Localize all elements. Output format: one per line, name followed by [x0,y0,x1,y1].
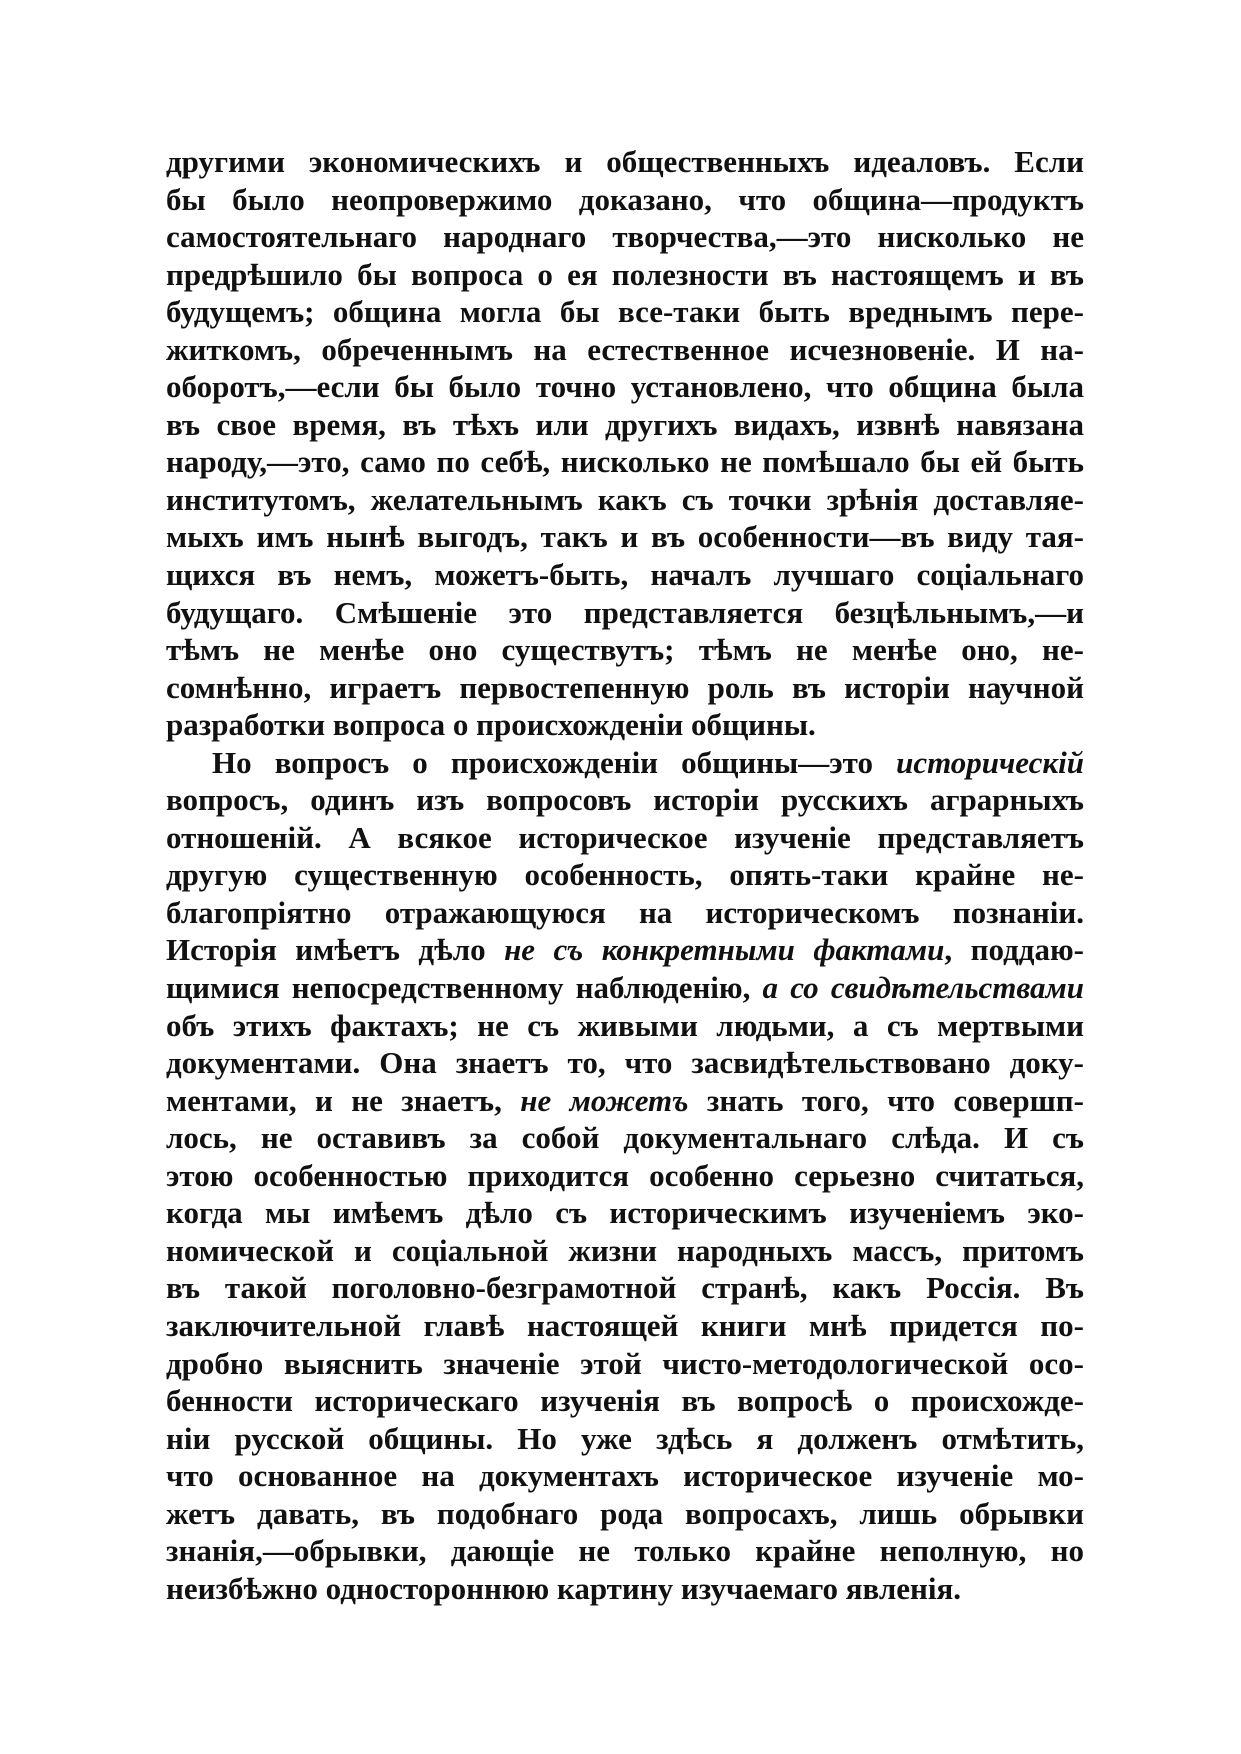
text-line: разработки вопроса о происхожденіи общины. [166,707,816,743]
text-run: Исторія имѣетъ дѣло [166,932,505,968]
text-run: щимися непосредственному наблюденію, [166,970,763,1006]
text-line: заключительной главѣ настоящей книги мнѣ придется по- [166,1307,1084,1343]
text-line [166,744,1084,782]
text-line: бенности историческаго изученія въ вопросѣ о происхожде- [166,1383,1084,1419]
text-line: ніи русской общины. Но уже здѣсь я долженъ отмѣтить, [166,1420,1084,1456]
text-line: объ этихъ фактахъ; не съ живыми людьми, а съ мертвыми [166,1007,1084,1043]
text-line: благопріятно отражающуюся на историческомъ познаніи. [166,894,1084,930]
paragraph-1 [166,143,1084,744]
text-line: что основанное на документахъ историческое изученіе мо- [166,1458,1084,1494]
emphasis-text: не съ конкретными фактами [504,932,945,968]
text-line: другую существенную особенность, опять-таки крайне не- [166,857,1084,893]
text-line [166,969,1084,1007]
text-line: институтомъ, желательнымъ какъ съ точки зрѣнія доставляе- [166,481,1084,517]
text-line: будущемъ; община могла бы все-таки быть вреднымъ пере- [166,294,1084,330]
text-line: самостоятельнаго народнаго творчества,—это нисколько не [166,219,1084,255]
text-line [166,931,1084,969]
text-line [166,1082,1084,1120]
text-line: мыхъ имъ нынѣ выгодъ, такъ и въ особенности—въ виду тая- [166,519,1084,555]
text-line: бы было неопровержимо доказано, что община—продуктъ [166,181,1084,217]
text-run: Но вопросъ о происхожденіи общины—это [212,744,897,780]
text-line: документами. Она знаетъ то, что засвидѣтельствовано доку- [166,1045,1084,1081]
emphasis-text: историческій [896,744,1084,780]
text-line: народу,—это, само по себѣ, нисколько не помѣшало бы ей быть [166,444,1084,480]
text-line: когда мы имѣемъ дѣло съ историческимъ изученіемъ эко- [166,1195,1084,1231]
text-line: сомнѣнно, играетъ первостепенную роль въ исторіи научной [166,669,1084,705]
text-line: этою особенностью приходится особенно серьезно считаться, [166,1157,1084,1193]
text-line: жетъ давать, въ подобнаго рода вопросахъ, лишь обрывки [166,1495,1084,1531]
text-run: знать того, что совершп- [688,1082,1084,1118]
text-line: житкомъ, обреченнымъ на естественное исчезновеніе. И на- [166,331,1084,367]
text-line: дробно выяснить значеніе этой чисто-методологической осо- [166,1345,1084,1381]
emphasis-text: а со свидѣтельствами [762,970,1084,1006]
text-line: лось, не оставивъ за собой документальнаго слѣда. И съ [166,1120,1084,1156]
text-line: въ такой поголовно-безграмотной странѣ, какъ Россія. Въ [166,1270,1084,1306]
text-line: предрѣшило бы вопроса о ея полезности въ настоящемъ и въ [166,256,1084,292]
text-line: оборотъ,—если бы было точно установлено, что община была [166,369,1084,405]
text-line: щихся въ немъ, можетъ-быть, началъ лучшаго соціальнаго [166,557,1084,593]
text-line: отношеній. А всякое историческое изученіе представляетъ [166,819,1084,855]
text-line: вопросъ, одинъ изъ вопросовъ исторіи русскихъ аграрныхъ [166,782,1084,818]
text-line: неизбѣжно одностороннюю картину изучаемаго явленія. [166,1570,961,1606]
text-line: другими экономическихъ и общественныхъ идеаловъ. Если [166,144,1084,179]
body-text [166,143,1084,1607]
text-run: ментами, и не знаетъ, [166,1082,521,1118]
text-line: знанія,—обрывки, дающіе не только крайне неполную, но [166,1533,1084,1569]
text-line: будущаго. Смѣшеніе это представляется безцѣльнымъ,—и [166,594,1084,630]
text-run: , поддаю- [944,932,1084,968]
text-line: въ свое время, въ тѣхъ или другихъ видахъ, извнѣ навязана [166,406,1084,442]
paragraph-2 [166,744,1084,1608]
text-line: тѣмъ не менѣе оно существутъ; тѣмъ не менѣе оно, не- [166,632,1084,668]
text-line: номической и соціальной жизни народныхъ массъ, притомъ [166,1232,1084,1268]
emphasis-text: не можетъ [520,1082,689,1118]
